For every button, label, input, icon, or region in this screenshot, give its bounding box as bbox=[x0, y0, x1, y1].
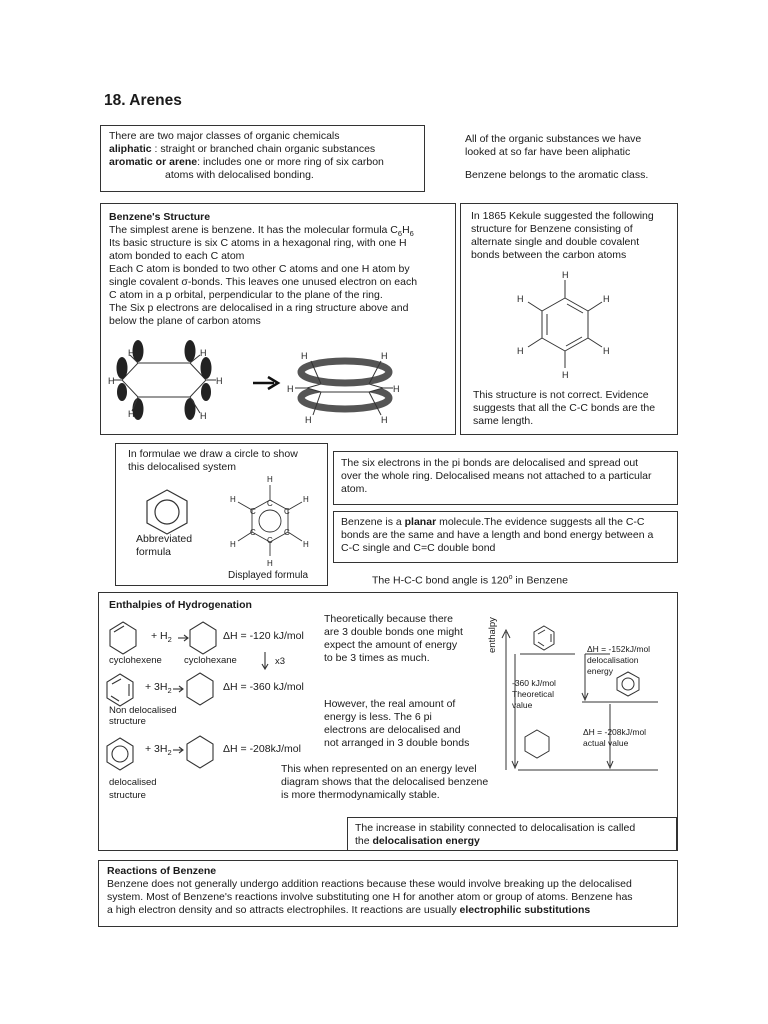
h-atom-label: H bbox=[517, 346, 524, 356]
reactions-line: system. Most of Benzene's reactions involve substituting one H for another atom or group of atoms. Benzene has bbox=[107, 891, 633, 903]
intro-box bbox=[100, 125, 425, 192]
reactions-heading: Reactions of Benzene bbox=[107, 865, 217, 877]
theoretical-value-label: -360 kJ/mol bbox=[512, 678, 556, 688]
h-atom-label: H bbox=[200, 348, 207, 358]
structure-line: The simplest arene is benzene. It has the molecular formula $C_6H_6$ bbox=[109, 224, 414, 239]
stability-line: The increase in stability connected to delocalisation is called bbox=[355, 822, 636, 834]
c-atom-label: C bbox=[250, 528, 256, 537]
energy-level-diagram bbox=[490, 620, 665, 780]
energy-line: diagram shows that the delocalised benzene bbox=[281, 776, 489, 788]
actual-value-label: actual value bbox=[583, 738, 629, 748]
aromatic-definition-cont: atoms with delocalised bonding. bbox=[165, 169, 314, 181]
reactions-box bbox=[98, 860, 678, 927]
h-atom-label: H bbox=[216, 376, 223, 386]
cyclohexene-label: cyclohexene bbox=[109, 655, 162, 666]
bond-angle-text: The H-C-C bond angle is 120$^o$ in Benzene bbox=[372, 574, 568, 587]
kekule-evidence: same length. bbox=[473, 415, 534, 427]
reactions-line: a high electron density and so attracts electrophiles. It reactions are usually electrophilic substitutions bbox=[107, 904, 591, 916]
energy-line: This when represented on an energy level bbox=[281, 763, 477, 775]
kekule-evidence: suggests that all the C-C bonds are the bbox=[473, 402, 656, 414]
stability-line: the delocalisation energy bbox=[355, 835, 480, 847]
planar-box bbox=[333, 511, 678, 563]
h-atom-label: H bbox=[517, 294, 524, 304]
hydrogenation-reaction-structures bbox=[98, 592, 398, 812]
pi-electrons-box bbox=[333, 451, 678, 505]
h-atom-label: H bbox=[603, 346, 610, 356]
eq2-reagent: + $3H_2$ bbox=[145, 681, 172, 696]
h-atom-label: H bbox=[230, 495, 236, 504]
formulae-line: In formulae we draw a circle to show bbox=[128, 448, 298, 460]
kekule-evidence: This structure is not correct. Evidence bbox=[473, 389, 649, 401]
p-orbital-diagram bbox=[108, 340, 248, 425]
kekule-line: bonds between the carbon atoms bbox=[471, 249, 627, 261]
eq3-reagent: + $3H_2$ bbox=[145, 743, 172, 758]
h-atom-label: H bbox=[562, 270, 569, 280]
pi-line: atom. bbox=[341, 483, 368, 495]
h-atom-label: H bbox=[305, 415, 312, 425]
h-atom-label: H bbox=[108, 376, 115, 386]
structure-line: atom bonded to each C atom bbox=[109, 250, 245, 262]
delocalised-label: structure bbox=[109, 790, 146, 801]
c-atom-label: C bbox=[284, 528, 290, 537]
delocalisation-energy-label: energy bbox=[587, 666, 613, 676]
delocalised-ring-diagram bbox=[285, 345, 405, 425]
actual-value-label: ΔH = -208kJ/mol bbox=[583, 727, 647, 737]
kekule-line: In 1865 Kekule suggested the following bbox=[471, 210, 654, 222]
theoretical-value-label: Theoretical bbox=[512, 689, 555, 699]
abbreviated-formula-label: formula bbox=[136, 546, 172, 558]
h-atom-label: H bbox=[301, 351, 308, 361]
h-atom-label: H bbox=[267, 559, 273, 568]
structure-line: Each C atom is bonded to two other C atoms and one H atom by bbox=[109, 263, 410, 275]
theory-line: Theoretically because there bbox=[324, 613, 453, 625]
reactions-line: Benzene does not generally undergo addition reactions because these would involve breaking up the delocalised bbox=[107, 878, 632, 890]
benzene-displayed-formula bbox=[226, 470, 316, 570]
x3-label: x3 bbox=[275, 656, 286, 667]
hydrogenation-heading: Enthalpies of Hydrogenation bbox=[109, 599, 252, 611]
structure-heading: Benzene's Structure bbox=[109, 211, 211, 223]
delocalised-label: delocalised bbox=[109, 777, 157, 788]
theory-line: are 3 double bonds one might bbox=[324, 626, 463, 638]
aside-line: All of the organic substances we have bbox=[465, 133, 642, 145]
pi-line: over the whole ring. Delocalised means not attached to a particular bbox=[341, 470, 652, 482]
intro-line: There are two major classes of organic chemicals bbox=[109, 130, 340, 142]
abbreviated-formula-label: Abbreviated bbox=[136, 533, 193, 545]
structure-line: The Six p electrons are delocalised in a ring structure above and bbox=[109, 302, 409, 314]
planar-line: Benzene is a planar molecule.The evidence suggests all the C-C bbox=[341, 516, 645, 528]
real-line: electrons are delocalised and bbox=[324, 724, 461, 736]
structure-line: Its basic structure is six C atoms in a hexagonal ring, with one H bbox=[109, 237, 407, 249]
c-atom-label: C bbox=[267, 536, 273, 545]
h-atom-label: H bbox=[128, 409, 135, 419]
theory-line: expect the amount of energy bbox=[324, 639, 458, 651]
kekule-line: structure for Benzene consisting of bbox=[471, 223, 633, 235]
aliphatic-definition: aliphatic : straight or branched chain organic substances bbox=[109, 143, 376, 155]
eq2-enthalpy: ΔH = -360 kJ/mol bbox=[223, 681, 304, 693]
h-atom-label: H bbox=[128, 348, 135, 358]
h-atom-label: H bbox=[381, 415, 388, 425]
eq3-enthalpy: ΔH = -208kJ/mol bbox=[223, 743, 301, 755]
h-atom-label: H bbox=[267, 475, 273, 484]
h-atom-label: H bbox=[230, 540, 236, 549]
eq1-reagent: + $H_2$ bbox=[151, 630, 172, 645]
h-atom-label: H bbox=[287, 384, 294, 394]
c-atom-label: C bbox=[267, 499, 273, 508]
h-atom-label: H bbox=[200, 411, 207, 421]
h-atom-label: H bbox=[393, 384, 400, 394]
theoretical-value-label: value bbox=[512, 700, 533, 710]
planar-line: C-C single and C=C double bond bbox=[341, 542, 496, 554]
h-atom-label: H bbox=[303, 540, 309, 549]
structure-line: single covalent σ-bonds. This leaves one unused electron on each bbox=[109, 276, 418, 288]
h-atom-label: H bbox=[562, 370, 569, 380]
enthalpy-axis-label: enthalpy bbox=[487, 617, 498, 653]
delocalisation-energy-label: delocalisation bbox=[587, 655, 639, 665]
aside-line: looked at so far have been aliphatic bbox=[465, 146, 631, 158]
arrow-icon bbox=[252, 376, 282, 390]
cyclohexane-label: cyclohexane bbox=[184, 655, 237, 666]
real-line: not arranged in 3 double bonds bbox=[324, 737, 470, 749]
delocalisation-energy-label: ΔH = -152kJ/mol bbox=[587, 644, 651, 654]
aside-line: Benzene belongs to the aromatic class. bbox=[465, 169, 649, 181]
h-atom-label: H bbox=[303, 495, 309, 504]
structure-line: below the plane of carbon atoms bbox=[109, 315, 261, 327]
formulae-line: this delocalised system bbox=[128, 461, 236, 473]
kekule-line: alternate single and double covalent bbox=[471, 236, 640, 248]
non-delocalised-label: structure bbox=[109, 716, 146, 727]
eq1-enthalpy: ΔH = -120 kJ/mol bbox=[223, 630, 304, 642]
energy-line: is more thermodynamically stable. bbox=[281, 789, 440, 801]
h-atom-label: H bbox=[381, 351, 388, 361]
c-atom-label: C bbox=[250, 507, 256, 516]
stability-box bbox=[347, 817, 677, 851]
non-delocalised-label: Non delocalised bbox=[109, 705, 177, 716]
kekule-structure bbox=[510, 268, 620, 383]
aromatic-definition: aromatic or arene: includes one or more ring of six carbon bbox=[109, 156, 384, 168]
planar-line: bonds are the same and have a length and bond energy between a bbox=[341, 529, 654, 541]
page-title: 18. Arenes bbox=[104, 92, 182, 109]
structure-line: C atom in a p orbital, perpendicular to the plane of the ring. bbox=[109, 289, 383, 301]
h-atom-label: H bbox=[603, 294, 610, 304]
c-atom-label: C bbox=[284, 507, 290, 516]
real-line: energy is less. The 6 pi bbox=[324, 711, 432, 723]
real-line: However, the real amount of bbox=[324, 698, 456, 710]
benzene-abbreviated-icon bbox=[144, 488, 190, 536]
theory-line: to be 3 times as much. bbox=[324, 652, 430, 664]
pi-line: The six electrons in the pi bonds are delocalised and spread out bbox=[341, 457, 639, 469]
displayed-formula-label: Displayed formula bbox=[228, 570, 309, 581]
